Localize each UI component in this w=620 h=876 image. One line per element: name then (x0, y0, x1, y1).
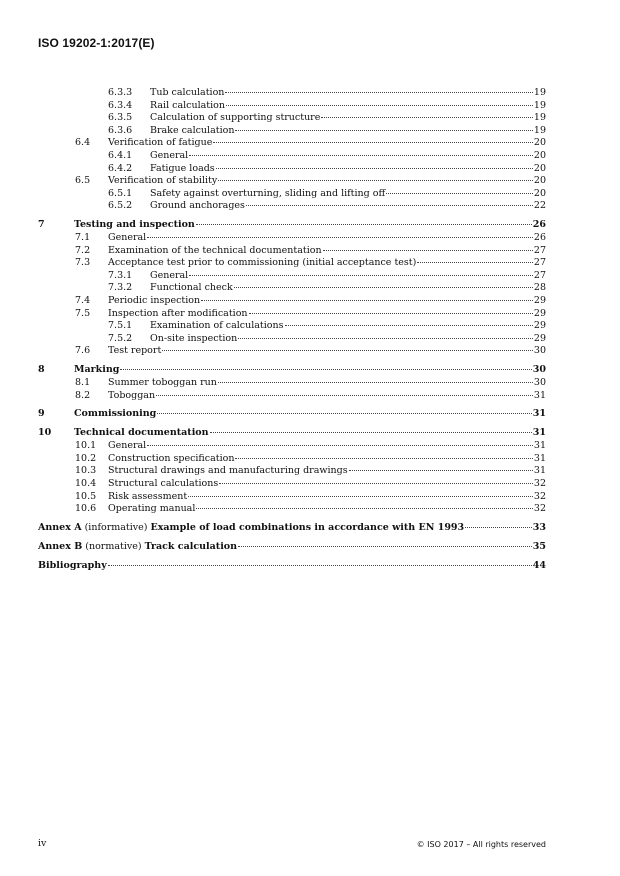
toc-entry-page: 31 (533, 389, 546, 401)
toc-entry-number: 6.5.2 (108, 200, 133, 212)
toc-dot-leader (246, 205, 533, 206)
toc-entry[interactable] (0, 308, 620, 320)
toc-entry[interactable] (0, 137, 620, 149)
toc-entry-page: 31 (533, 452, 546, 464)
toc-entry-page: 20 (533, 175, 546, 187)
toc-entry-title: Calculation of supporting structure (150, 112, 321, 124)
toc-entry[interactable] (0, 257, 620, 269)
toc-entry-title: Construction specification (108, 452, 235, 464)
toc-entry-page: 19 (533, 99, 546, 111)
toc-entry-page: 26 (533, 232, 546, 243)
toc-entry-title: Verification of fatigue (108, 137, 213, 149)
toc-entry[interactable] (0, 125, 620, 137)
toc-entry-number: 8 (38, 364, 45, 375)
toc-entry[interactable] (0, 282, 620, 294)
toc-entry[interactable] (0, 453, 620, 465)
toc-entry-title: Ground anchorages (150, 200, 245, 212)
toc-entry-title: General (108, 232, 147, 243)
toc-entry-page: 27 (533, 244, 546, 256)
toc-entry[interactable] (0, 295, 620, 307)
toc-entry-title: Operating manual (108, 503, 196, 515)
toc-entry-title: Verification of stability (108, 175, 218, 187)
toc-entry-page: 19 (533, 124, 546, 136)
toc-dot-leader (465, 527, 532, 528)
toc-dot-leader (349, 470, 533, 471)
toc-dot-leader (234, 287, 533, 288)
toc-dot-leader (189, 275, 533, 276)
toc-entry-page: 27 (533, 257, 546, 269)
toc-entry[interactable] (0, 333, 620, 345)
toc-entry-number: 7.5 (75, 307, 91, 319)
toc-dot-leader (216, 168, 533, 169)
toc-entry-title: General (108, 440, 147, 452)
toc-entry-title: Summer toboggan run (108, 377, 217, 388)
toc-entry-number: 8.1 (75, 377, 91, 388)
toc-entry-page: 32 (533, 490, 546, 502)
toc-dot-leader (218, 382, 533, 383)
footer-page-number: iv (38, 838, 47, 849)
toc-entry-number: 6.5.1 (108, 187, 133, 199)
toc-entry-page: 44 (532, 559, 546, 571)
toc-entry-title: Functional check (150, 282, 233, 294)
toc-entry[interactable] (0, 219, 620, 231)
toc-entry-page: 27 (533, 269, 546, 281)
toc-entry-page: 20 (533, 162, 546, 174)
toc-dot-leader (225, 92, 532, 93)
toc-entry-number: 10.1 (75, 440, 97, 452)
toc-entry-number: 7.2 (75, 244, 91, 256)
toc-entry[interactable] (0, 112, 620, 124)
toc-entry[interactable] (0, 270, 620, 282)
toc-entry-title: Toboggan (108, 389, 156, 401)
toc-entry-title: Commissioning (74, 408, 157, 420)
toc-dot-leader (238, 338, 533, 339)
toc-entry-title: Structural calculations (108, 478, 219, 489)
toc-dot-leader (108, 565, 532, 566)
toc-entry-number: 10 (38, 427, 52, 439)
toc-dot-leader (156, 395, 533, 396)
toc-entry-title: Brake calculation (150, 124, 235, 136)
toc-entry[interactable] (0, 390, 620, 402)
toc-entry-title: Fatigue loads (150, 162, 215, 174)
toc-entry-page: 29 (533, 332, 546, 344)
toc-dot-leader (147, 237, 533, 238)
toc-entry-page: 31 (533, 465, 546, 477)
toc-entry-title: Test report (108, 345, 162, 357)
toc-dot-leader (218, 180, 533, 181)
toc-entry-title: Technical documentation (74, 427, 209, 439)
toc-entry-title: General (150, 150, 189, 161)
toc-entry-page: 29 (533, 320, 546, 332)
toc-entry[interactable] (0, 377, 620, 389)
toc-entry[interactable] (0, 427, 620, 439)
toc-entry-number: 7.3 (75, 257, 91, 269)
toc-entry-page: 30 (533, 377, 546, 388)
toc-dot-leader (120, 369, 531, 370)
toc-entry-title: Acceptance test prior to commissioning (initial acceptance test) (108, 257, 417, 269)
toc-entry-number: 6.4.1 (108, 150, 133, 161)
toc-dot-leader (157, 413, 531, 414)
footer-copyright: © ISO 2017 – All rights reserved (416, 840, 546, 849)
toc-entry-page: 35 (532, 540, 546, 552)
toc-dot-leader (210, 432, 532, 433)
toc-dot-leader (386, 193, 533, 194)
toc-entry-title: Periodic inspection (108, 295, 201, 306)
toc-entry-page: 19 (533, 87, 546, 98)
toc-entry-number: 10.2 (75, 452, 97, 464)
toc-entry-number: 10.4 (75, 478, 97, 489)
toc-entry[interactable] (0, 200, 620, 212)
toc-dot-leader (417, 262, 533, 263)
toc-entry-title: Examination of the technical documentation (108, 244, 322, 256)
toc-entry-number: 8.2 (75, 389, 91, 401)
toc-entry-title: Inspection after modification (108, 307, 248, 319)
toc-dot-leader (219, 483, 533, 484)
toc-dot-leader (238, 546, 532, 547)
toc-dot-leader (162, 350, 533, 351)
toc-entry[interactable] (0, 320, 620, 332)
toc-entry-page: 20 (533, 187, 546, 199)
toc-entry-title: Examination of calculations (150, 320, 284, 332)
toc-entry[interactable] (0, 345, 620, 357)
toc-entry-number: 7 (38, 219, 45, 230)
toc-entry-annex-type: (informative) (81, 521, 151, 533)
toc-entry[interactable] (0, 560, 620, 572)
toc-entry[interactable] (0, 465, 620, 477)
toc-entry-number: 7.5.1 (108, 320, 133, 332)
toc-entry-title: General (150, 269, 189, 281)
toc-dot-leader (196, 508, 533, 509)
toc-entry-annex-title: Track calculation (144, 540, 238, 552)
toc-entry-annex-title: Example of load combinations in accordance with EN 1993 (150, 521, 465, 533)
toc-entry-number: 10.3 (75, 465, 97, 477)
toc-entry[interactable] (0, 478, 620, 490)
toc-entry[interactable] (0, 491, 620, 503)
toc-entry-number: 7.5.2 (108, 332, 133, 344)
toc-entry-title: Risk assessment (108, 490, 188, 502)
toc-entry-page: 33 (532, 521, 546, 533)
toc-dot-leader (235, 458, 532, 459)
toc-dot-leader (321, 117, 533, 118)
toc-entry-number: 6.3.3 (108, 87, 133, 98)
toc-dot-leader (196, 224, 532, 225)
toc-entry-number: 6.5 (75, 175, 91, 187)
toc-entry-title: Annex A (informative) Example of load combinations in accordance with EN 1993 (38, 521, 465, 533)
toc-dot-leader (213, 142, 533, 143)
toc-entry-number: 10.5 (75, 490, 97, 502)
toc-entry-page: 26 (532, 219, 546, 230)
toc-entry[interactable] (0, 541, 620, 553)
toc-entry-title: Structural drawings and manufacturing drawings (108, 465, 348, 477)
toc-entry[interactable] (0, 522, 620, 534)
toc-entry-title: Rail calculation (150, 99, 225, 111)
toc-entry-number: 7.6 (75, 345, 91, 357)
toc-entry-page: 28 (533, 282, 546, 294)
toc-dot-leader (147, 445, 533, 446)
toc-entry-page: 32 (533, 478, 546, 489)
toc-dot-leader (235, 130, 532, 131)
toc-entry-title: Bibliography (38, 559, 107, 571)
toc-entry-page: 31 (532, 427, 546, 439)
toc-entry-number: 7.3.1 (108, 269, 133, 281)
toc-entry[interactable] (0, 163, 620, 175)
toc-entry-number: 9 (38, 408, 45, 420)
toc-entry-title: On-site inspection (150, 332, 238, 344)
toc-entry-number: 10.6 (75, 503, 97, 515)
toc-entry[interactable] (0, 364, 620, 376)
toc-entry[interactable] (0, 232, 620, 244)
toc-entry-page: 20 (533, 150, 546, 161)
toc-entry-title: Tub calculation (150, 87, 225, 98)
toc-entry-page: 20 (533, 137, 546, 149)
toc-entry-page: 30 (532, 364, 546, 375)
toc-dot-leader (323, 250, 533, 251)
toc-entry-number: 6.3.6 (108, 124, 133, 136)
toc-entry-page: 31 (532, 408, 546, 420)
toc-dot-leader (226, 105, 533, 106)
toc-dot-leader (189, 155, 533, 156)
toc-entry[interactable] (0, 175, 620, 187)
toc-entry-title: Safety against overturning, sliding and lifting off (150, 187, 386, 199)
toc-entry-number: 7.3.2 (108, 282, 133, 294)
toc-entry[interactable] (0, 150, 620, 162)
toc-entry-number: 6.4.2 (108, 162, 133, 174)
toc-entry[interactable] (0, 87, 620, 99)
toc-entry-number: 6.4 (75, 137, 91, 149)
toc-entry-page: 19 (533, 112, 546, 124)
document-id-header: ISO 19202-1:2017(E) (38, 36, 155, 50)
toc-entry-number: 6.3.4 (108, 99, 133, 111)
toc-entry-number: 7.4 (75, 295, 91, 306)
toc-entry[interactable] (0, 408, 620, 420)
toc-dot-leader (201, 300, 533, 301)
toc-entry-page: 30 (533, 345, 546, 357)
toc-entry-title: Marking (74, 364, 120, 375)
toc-entry[interactable] (0, 188, 620, 200)
toc-dot-leader (188, 496, 533, 497)
toc-entry-title: Testing and inspection (74, 219, 195, 230)
toc-entry[interactable] (0, 100, 620, 112)
toc-entry-number: 6.3.5 (108, 112, 133, 124)
toc-entry-annex-type: (normative) (82, 540, 145, 552)
toc-entry-page: 22 (533, 200, 546, 212)
toc-entry-page: 32 (533, 503, 546, 515)
toc-dot-leader (285, 325, 533, 326)
toc-entry-page: 31 (533, 440, 546, 452)
toc-entry[interactable] (0, 503, 620, 515)
toc-entry-title: Annex B (normative) Track calculation (38, 540, 238, 552)
toc-entry[interactable] (0, 440, 620, 452)
toc-entry-page: 29 (533, 307, 546, 319)
toc-entry-page: 29 (533, 295, 546, 306)
toc-entry[interactable] (0, 245, 620, 257)
toc-entry-number: 7.1 (75, 232, 91, 243)
toc-dot-leader (249, 313, 533, 314)
